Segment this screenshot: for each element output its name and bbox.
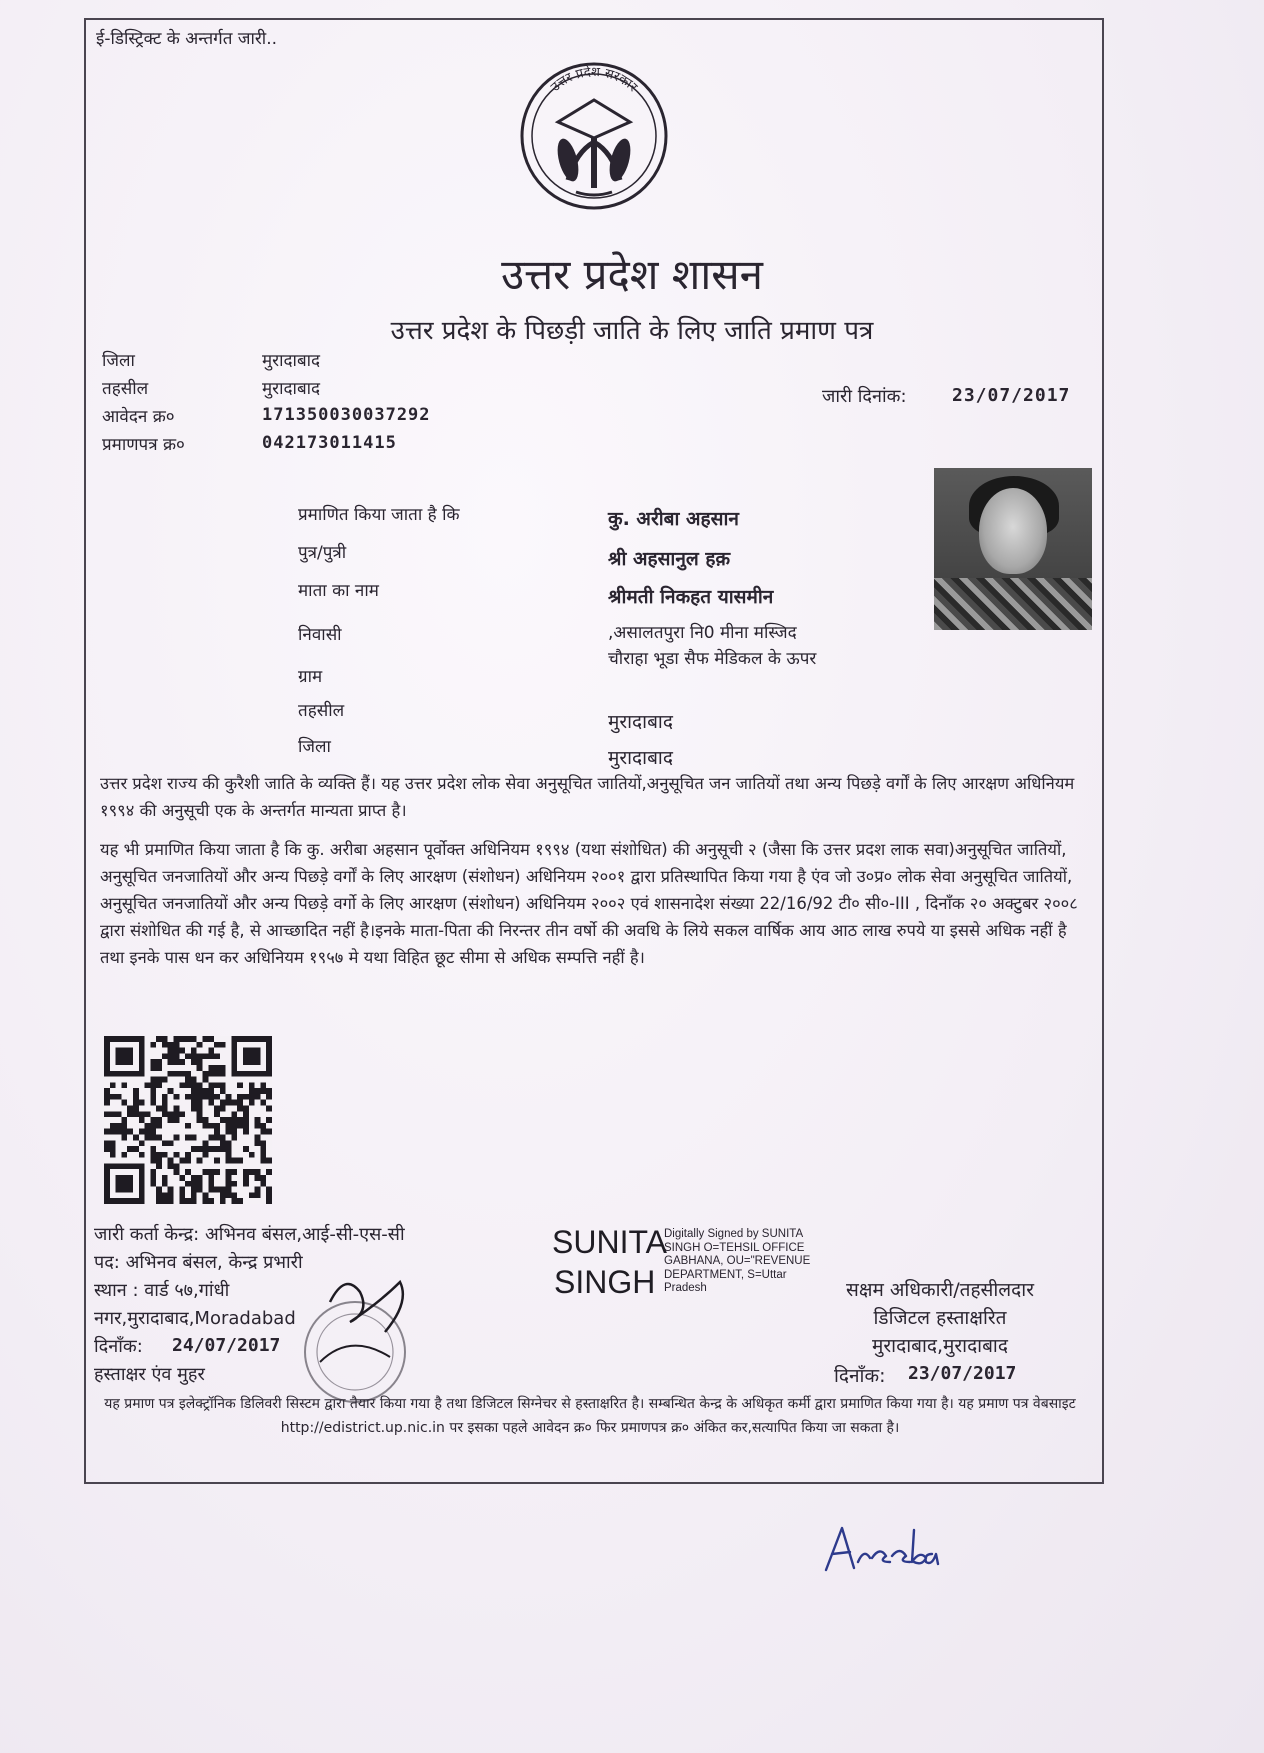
meta-district-label: जिला [102,351,135,371]
issuer-date-label: दिनाँक: [94,1336,143,1357]
issuer-location-2: नगर,मुरादाबाद,Moradabad [94,1308,296,1329]
issuer-location-1: स्थान : वार्ड ५७,गांधी [94,1280,230,1301]
field-tehsil-label: तहसील [298,701,345,721]
handwritten-signature [820,1510,970,1590]
mother-name: श्रीमती निकहत यासमीन [608,586,774,608]
meta-district-value: मुरादाबाद [262,351,321,371]
issuer-date-value: 24/07/2017 [172,1335,281,1356]
applicant-photo [934,468,1092,630]
caste-statement: उत्तर प्रदेश राज्य की कुरैशी जाति के व्यक्ति हैं। यह उत्तर प्रदेश लोक सेवा अनुसूचित जातियों,अनुसूचित जन जातियों तथा अन्य पिछड़े वर्गों के लिए आरक्षण अधिनियम १९९४ की अनुसूची एक के अन्तर्गत मान्यता प्राप्त है। [100,774,1075,820]
up-government-emblem-icon [518,60,670,212]
field-district-value: मुरादाबाद [608,747,673,769]
father-name: श्री अहसानुल हक़ [608,548,731,570]
meta-tehsil-label: तहसील [102,379,149,399]
village-label: ग्राम [298,667,323,687]
digital-signer-last-name: SINGH [554,1264,656,1300]
issue-date-value: 23/07/2017 [952,385,1071,406]
meta-application-value: 171350030037292 [262,405,431,425]
issuer-sign-seal: हस्ताक्षर एंव मुहर [94,1364,205,1385]
qr-code [104,1036,272,1204]
mother-label: माता का नाम [298,581,379,601]
document-title: उत्तर प्रदेश शासन [501,250,763,299]
officer-location: मुरादाबाद,मुरादाबाद [872,1335,1008,1357]
digital-signature-details: Digitally Signed by SUNITA SINGH O=TEHSIL OFFICE GABHANA, OU="REVENUE DEPARTMENT, S=Uttar Pradesh [664,1228,811,1294]
issue-date-label: जारी दिनांक: [822,386,907,407]
meta-certificate-label: प्रमाणपत्र क्र० [102,435,185,455]
issuer-designation: पद: अभिनव बंसल, केन्द्र प्रभारी [94,1252,303,1273]
digital-signer-first-name: SUNITA [552,1224,667,1260]
officer-digitally-signed: डिजिटल हस्ताक्षरित [873,1307,1007,1329]
svg-text:उत्तर प्रदेश सरकार [548,64,640,96]
officer-title: सक्षम अधिकारी/तहसीलदार [846,1279,1034,1301]
certified-label: प्रमाणित किया जाता है कि [298,505,460,525]
resident-label: निवासी [298,625,342,645]
meta-tehsil-value: मुरादाबाद [262,379,321,399]
creamy-layer-statement: यह भी प्रमाणित किया जाता है कि कु. अरीबा अहसान पूर्वोक्त अधिनियम १९९४ (यथा संशोधित) की अनुसूची २ (जैसा कि उत्तर प्रदश लाक सवा)अनुसूचित जातियों, अनुसूचित जनजातियों और अन्य पिछड़े वर्गों के लिए आरक्षण (संशोधन) अधिनियम २००१ द्वारा प्रतिस्थापित किया गया है एंव जो उ०प्र० लोक सेवा अनुसूचित जातियों, अनुसूचित जनजातियों और अन्य पिछड़े वर्गो के लिए आरक्षण (संशोधन) अधिनियम २००२ एवं शासनादेश संख्या 22/16/92 टी० सी०-III , दिनाँक २० अक्टुबर २००८ द्वारा संशोधित की गई है, से आच्छादित नहीं है।इनके माता-पिता की निरन्तर तीन वर्षो की अवधि के लिये सकल वार्षिक आय आठ लाख रुपये या इससे अधिक नहीं है तथा इनके पास धन कर अधिनियम १९५७ मे यथा विहित छूट सीमा से अधिक सम्पत्ति नहीं है। [100,840,1078,967]
verification-footer: यह प्रमाण पत्र इलेक्ट्रॉनिक डिलिवरी सिस्टम द्वारा तैयार किया गया है तथा डिजिटल सिग्नेचर से हस्ताक्षरित है। सम्बन्धित केन्द्र के अधिकृत कर्मी द्वारा प्रमाणित किया गया है। यह प्रमाण पत्र वेबसाइट http://edistrict.up.nic.in पर इसका पहले आवेदन क्र० फिर प्रमाणपत्र क्र० अंकित कर,सत्यापित किया जा सकता है। [104,1396,1076,1436]
field-tehsil-value: मुरादाबाद [608,711,673,733]
officer-date-label: दिनाँक: [834,1365,886,1387]
meta-certificate-value: 042173011415 [262,433,397,453]
relation-label: पुत्र/पुत्री [298,543,347,563]
applicant-name: कु. अरीबा अहसान [608,508,739,530]
resident-line-2: चौराहा भूडा सैफ मेडिकल के ऊपर [608,649,817,669]
officer-date-value: 23/07/2017 [908,1363,1017,1384]
meta-application-label: आवेदन क्र० [102,407,175,427]
document-subtitle: उत्तर प्रदेश के पिछड़ी जाति के लिए जाति प्रमाण पत्र [390,316,874,346]
header-note: ई-डिस्ट्रिक्ट के अन्तर्गत जारी.. [96,29,278,49]
emblem-text: उत्तर प्रदेश सरकार [548,64,641,96]
issuer-center: जारी कर्ता केन्द्र: अभिनव बंसल,आई-सी-एस-सी [94,1224,405,1245]
resident-line-1: ,असालतपुरा नि0 मीना मस्जिद [608,623,797,643]
field-district-label: जिला [298,737,331,757]
